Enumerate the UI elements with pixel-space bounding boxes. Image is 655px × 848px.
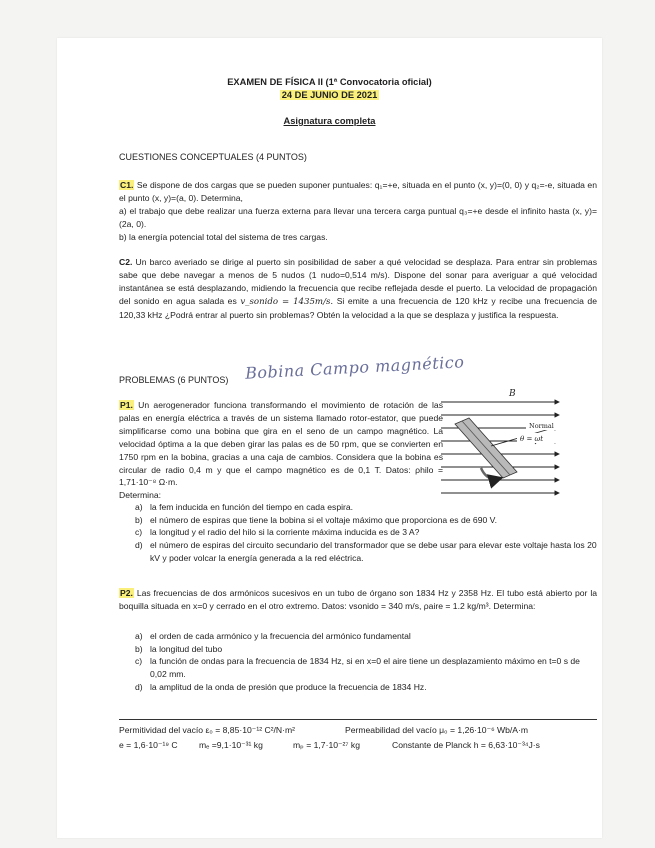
- list-item: d) el número de espiras del circuito secundario del transformador que se debe usar para elevar este voltaje hasta los 20 kV y poder volcar la energía generada a la red eléctrica.: [135, 540, 597, 563]
- list-item: b) la longitud del tubo: [135, 643, 223, 654]
- exam-date: [57, 90, 602, 100]
- c1-label: C1.: [120, 180, 134, 190]
- const-charge: e = 1,6·10⁻¹⁹ C: [119, 740, 178, 750]
- normal-label: Normal: [529, 422, 554, 430]
- c2-text: Un barco averiado se dirige al puerto sin posibilidad de saber a qué velocidad se desplaza. Para entrar sin problemas sabe que debe navegar a menos de 5 nudos (1 nudo=0,514 m/s). Dispone del sonar para averiguar a qué velocidad instantánea se está desplazando, midiendo la frecuencia que recibe reflejada desde el puerto. La velocidad de propagación del sonido en agua salada es: [119, 257, 597, 306]
- list-item: c) la longitud y el radio del hilo si la corriente máxima inducida es de 3 A?: [135, 527, 420, 538]
- c2-label: C2.: [119, 257, 133, 267]
- const-proton-mass: mₚ = 1,7·10⁻²⁷ kg: [293, 740, 360, 750]
- const-permeability: Permeabilidad del vacío μ₀ = 1,26·10⁻⁶ Wb/A·m: [345, 725, 529, 735]
- c1-part-a: a) el trabajo que debe realizar una fuerza externa para llevar una tercera carga puntual q₃=+e desde el infinito hasta (x, y)=(2a, 0).: [119, 205, 597, 229]
- exam-subject: Asignatura completa: [283, 116, 376, 126]
- question-c1: [119, 179, 597, 244]
- angle-label: θ = ωt: [520, 435, 544, 443]
- footer-divider: [119, 719, 597, 720]
- field-label: B: [509, 389, 516, 399]
- list-item: a) la fem inducida en función del tiempo en cada espira.: [135, 502, 354, 512]
- problem-p2: [119, 587, 597, 613]
- list-item: b) el número de espiras que tiene la bobina si el voltaje máximo que proporciona es de 690 V.: [135, 514, 497, 525]
- coil-loop: [455, 418, 517, 478]
- const-planck: Constante de Planck h = 6,63·10⁻³⁴J·s: [392, 740, 540, 750]
- cuestiones-heading: CUESTIONES CONCEPTUALES (4 PUNTOS): [119, 152, 307, 162]
- magnetic-field-figure: [441, 388, 561, 503]
- p2-items: [135, 630, 597, 694]
- handwritten-note: Bobina Campo magnético: [244, 352, 465, 383]
- p1-items: [135, 501, 597, 565]
- const-electron-mass: mₑ =9,1·10⁻³¹ kg: [199, 740, 263, 750]
- exam-sheet: [57, 38, 602, 838]
- question-c2: [119, 256, 597, 322]
- p1-label: P1.: [120, 400, 133, 410]
- c2-text2: Si emite a una frecuencia de 120 kHz y recibe una frecuencia de 120,33 kHz ¿Podrá entrar al puerto sin problemas? Obtén la velocidad a la que se desplaza y justifica la respuesta.: [119, 295, 597, 320]
- problemas-heading: PROBLEMAS (6 PUNTOS): [119, 375, 229, 385]
- c2-formula: v_sonido = 1435m/s.: [240, 296, 334, 307]
- problem-p1: [119, 399, 443, 502]
- c1-part-b: b) la energía potencial total del sistema de tres cargas.: [119, 231, 328, 242]
- list-item: c) la función de ondas para la frecuencia de 1834 Hz, si en x=0 el aire tiene un desplazamiento máximo en t=0 s de 0,02 mm.: [135, 656, 580, 680]
- list-item: a) el orden de cada armónico y la frecuencia del armónico fundamental: [135, 631, 411, 641]
- list-item: d) la amplitud de la onda de presión que produce la frecuencia de 1834 Hz.: [135, 681, 427, 692]
- p1-determina: Determina:: [119, 490, 162, 501]
- p2-text: Las frecuencias de dos armónicos sucesivos en un tubo de órgano son 1834 Hz y 2358 Hz. El tubo está abierto por la boquilla situada en x=0 y cerrado en el otro extremo. Datos: vsonido = 340 m/s, ρaire = 1.2 kg/m³. Determina:: [119, 588, 598, 611]
- p2-label: P2.: [120, 588, 133, 598]
- exam-title: EXAMEN DE FÍSICA II (1ª Convocatoria oficial): [227, 77, 432, 87]
- exam-date-text: 24 DE JUNIO DE 2021: [281, 90, 378, 100]
- const-permittivity: Permitividad del vacío ε₀ = 8,85·10⁻¹² C²/N·m²: [119, 725, 295, 735]
- c1-text: Se dispone de dos cargas que se pueden suponer puntuales: q₁=+e, situada en el punto (x, y)=(0, 0) y q₂=-e, situada en el punto (x, y)=(a, 0). Determina,: [119, 180, 597, 203]
- p1-text: Un aerogenerador funciona transformando el movimiento de rotación de las palas en energía eléctrica a través de un sistema llamado rotor-estator, que puede simplificarse como una bobina que gira en el seno de un campo magnético. La velocidad óptima a la que deben girar las palas es de 50 rpm, que se convierten en 1750 rpm en la bobina, gracias a una caja de cambios. Considera que la bobina es circular de radio 0,4 m y que el campo magnético es de 0,1 T. Datos: ρhilo = 1,71·10⁻⁸ Ω·m.: [119, 400, 444, 488]
